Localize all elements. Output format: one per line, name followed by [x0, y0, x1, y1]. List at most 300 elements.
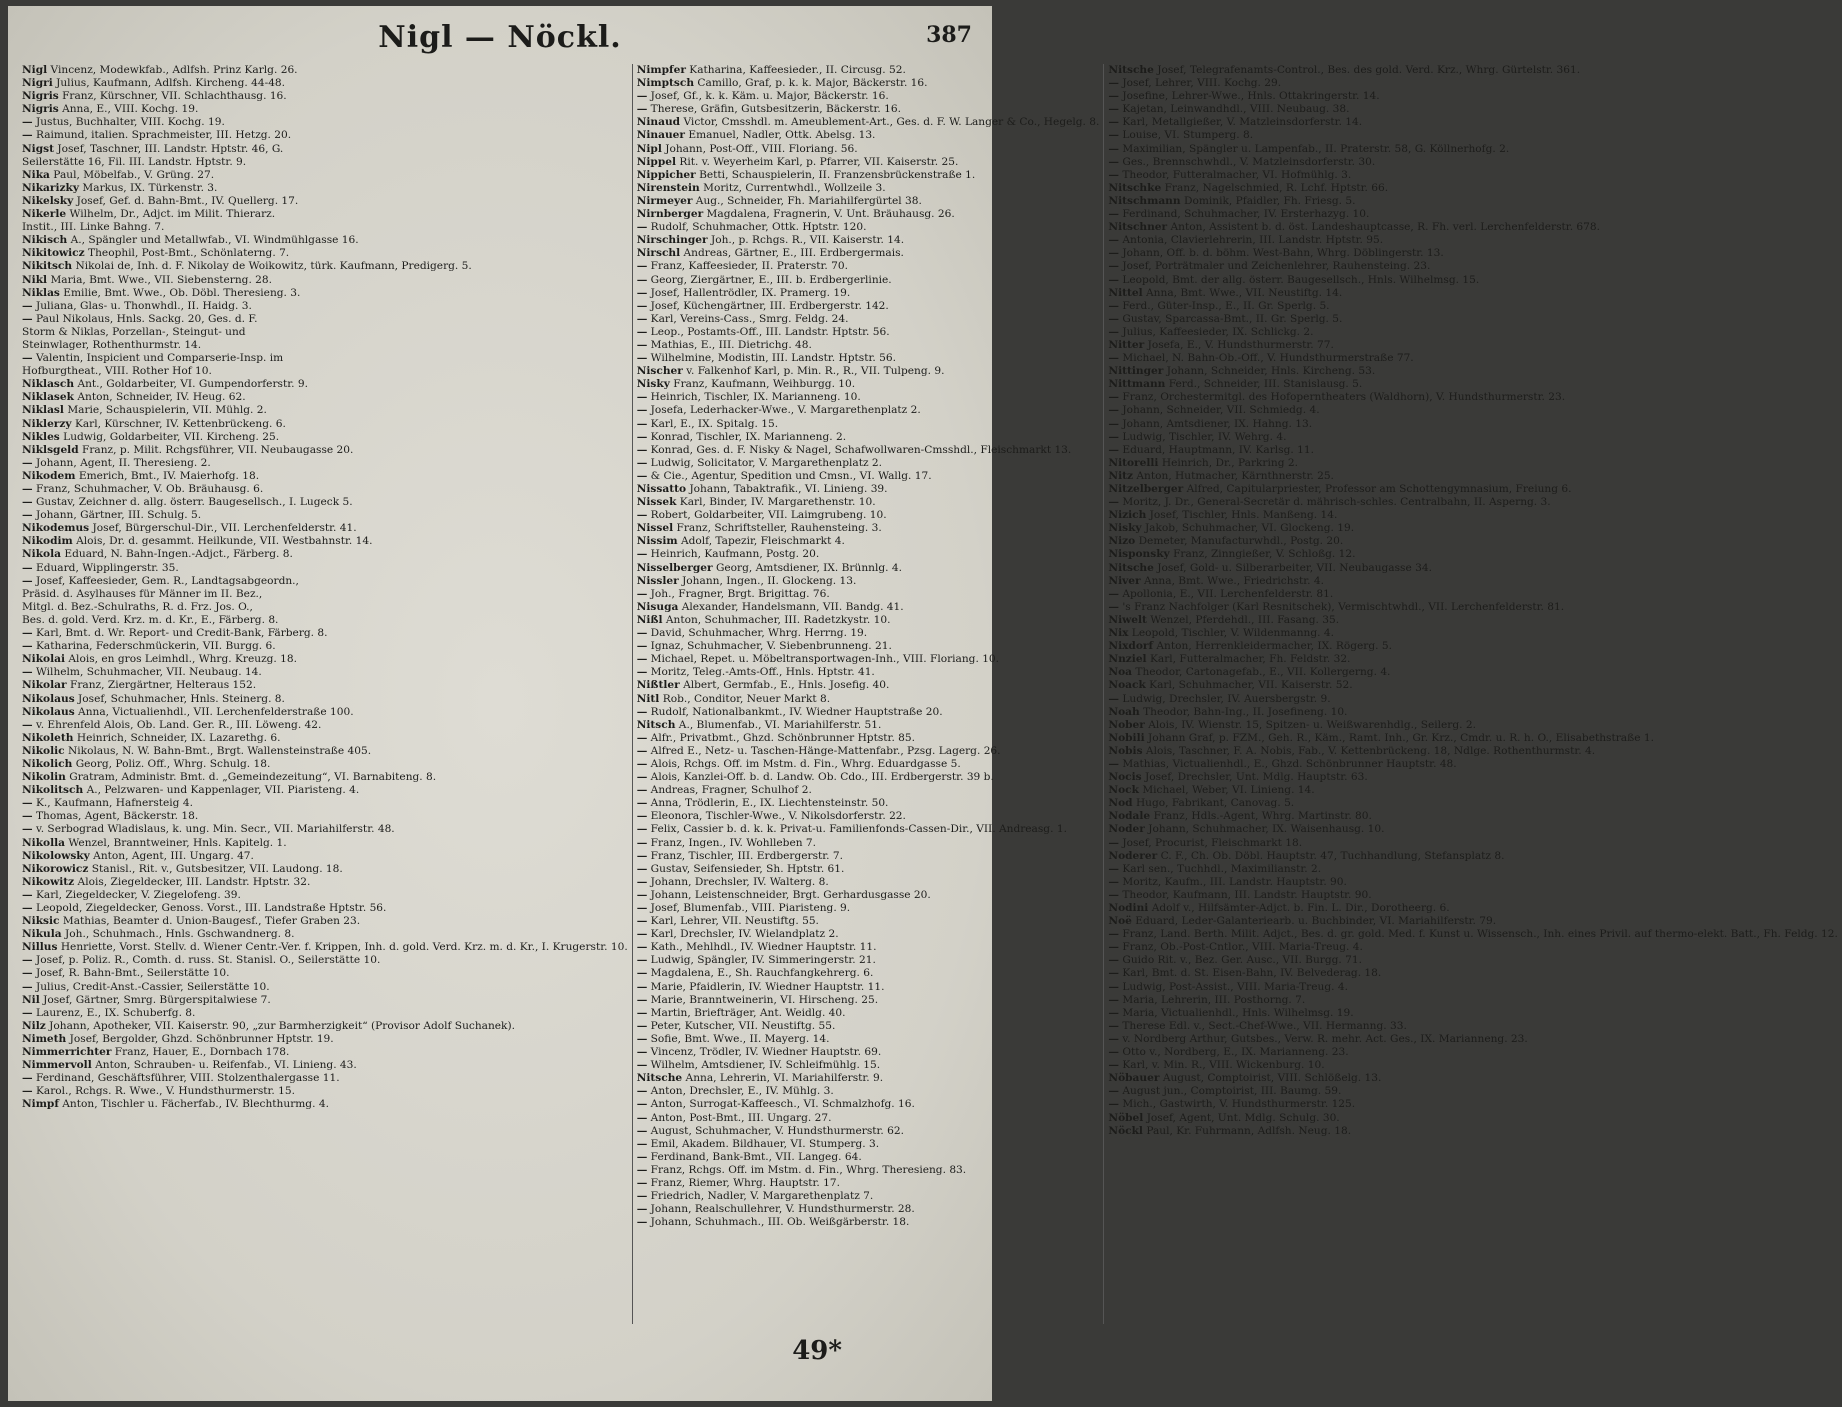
directory-entry: [1108, 967, 1837, 980]
entry-details: August jun., Comptoirist, III. Baumg. 59.: [1122, 1085, 1342, 1098]
entry-details: Markus, IX. Türkenstr. 3.: [82, 181, 218, 194]
directory-entry: [1108, 601, 1837, 614]
entry-details: Wilhelm, Dr., Adjct. im Milit. Thierarz.: [69, 208, 276, 221]
directory-entry: [1108, 1085, 1837, 1098]
entry-details: Gustav, Seifensieder, Sh. Hptstr. 61.: [650, 862, 845, 875]
directory-entry: [637, 693, 1100, 706]
entry-surname: —: [1108, 993, 1119, 1006]
directory-entry: [637, 706, 1100, 719]
entry-details: Eleonora, Tischler-Wwe., V. Nikolsdorferstr. 22.: [650, 810, 906, 823]
directory-page: [8, 6, 1838, 1401]
directory-entry: [637, 431, 1100, 444]
entry-surname: Nober: [1108, 718, 1145, 731]
entry-details: Theodor, Kaufmann, III. Landstr. Hauptstr. 90.: [1122, 888, 1372, 901]
directory-entry: [22, 837, 628, 850]
directory-entry: [22, 954, 628, 967]
directory-entry: [22, 365, 628, 378]
entry-details: Franz, Ziergärtner, Helteraus 152.: [69, 679, 257, 692]
entry-details: Josef, Hallentrödler, IX. Pramerg. 19.: [650, 286, 851, 299]
directory-entry: [22, 1059, 628, 1072]
entry-surname: Nisky: [636, 378, 670, 391]
entry-details: Otto v., Nordberg, E., IX. Marianneng. 23.: [1122, 1046, 1349, 1059]
directory-entry: [1108, 64, 1837, 77]
directory-entry: [22, 771, 628, 784]
entry-surname: Nil: [22, 993, 40, 1006]
directory-entry: [637, 732, 1100, 745]
directory-entry: [22, 640, 628, 653]
directory-entry: [637, 1190, 1100, 1203]
entry-details: Anton, Tischler u. Fächerfab., IV. Blechthurmg. 4.: [62, 1098, 329, 1111]
entry-surname: —: [1108, 168, 1119, 181]
entry-surname: Nigst: [22, 142, 54, 155]
entry-details: Mathias, Beamter d. Union-Baugesf., Tiefer Graben 23.: [62, 915, 361, 928]
entry-details: Georg, Poliz. Off., Whrg. Schulg. 18.: [75, 757, 271, 770]
directory-entry: [1108, 797, 1837, 810]
entry-surname: Nirschinger: [636, 234, 708, 247]
entry-surname: —: [22, 718, 33, 731]
entry-details: Karl, Metallgießer, V. Matzleinsdorferstr. 14.: [1122, 116, 1363, 129]
entry-details: Alois, Kanzlei-Off. b. d. Landw. Ob. Cdo., III. Erdbergerstr. 39 b.: [650, 771, 994, 784]
directory-entry: [637, 129, 1100, 142]
entry-details: Wenzel, Branntweiner, Hnls. Kapitelg. 1.: [68, 836, 287, 849]
entry-surname: —: [1108, 247, 1119, 260]
entry-details: Hugo, Fabrikant, Canovag. 5.: [1135, 797, 1295, 810]
entry-details: Franz, Hauer, E., Dornbach 178.: [114, 1046, 290, 1059]
entry-details: Josef, Drechsler, Unt. Mdlg. Hauptstr. 63.: [1144, 771, 1368, 784]
entry-surname: —: [636, 286, 648, 299]
directory-entry: [22, 758, 628, 771]
directory-entry: [22, 706, 628, 719]
entry-details: Josef, R. Bahn-Bmt., Seilerstätte 10.: [35, 967, 230, 980]
entry-surname: —: [22, 627, 33, 640]
entry-surname: Niwelt: [1108, 613, 1147, 626]
entry-details: Anna, Bmt. Wwe., VII. Neustiftg. 14.: [1146, 286, 1343, 299]
entry-details: Mathias, E., III. Dietrichg. 48.: [650, 338, 812, 351]
entry-details: Michael, Repet. u. Möbeltransportwagen-Inh., VIII. Floriang. 10.: [650, 653, 1000, 666]
directory-entry: [1108, 653, 1837, 666]
entry-details: Anna, Victualienhdl., VII. Lerchenfelderstraße 100.: [78, 705, 354, 718]
entry-details: Karl, Drechsler, IV. Wielandplatz 2.: [650, 928, 839, 941]
entry-surname: Nillus: [22, 941, 58, 954]
directory-entry: [1108, 483, 1837, 496]
entry-details: Georg, Ziergärtner, E., III. b. Erdbergerlinie.: [650, 273, 892, 286]
entry-details: Justus, Buchhalter, VIII. Kochg. 19.: [35, 116, 225, 129]
directory-entry: [22, 1033, 628, 1046]
directory-entry: [22, 1098, 628, 1111]
directory-entry: [1108, 954, 1837, 967]
directory-entry: [1108, 562, 1837, 575]
entry-details: Eduard, Wipplingerstr. 35.: [35, 561, 179, 574]
entry-surname: —: [636, 653, 648, 666]
directory-entry: [22, 418, 628, 431]
entry-details: & Cie., Agentur, Spedition und Cmsn., VI. Wallg. 17.: [650, 469, 932, 482]
entry-details: Josef, Porträtmaler und Zeichenlehrer, Rauhensteing. 23.: [1122, 260, 1431, 273]
entry-surname: Niver: [1108, 574, 1141, 587]
entry-details: Kajetan, Leinwandhdl., VIII. Neubaug. 38.: [1122, 103, 1350, 116]
directory-entry: [1108, 548, 1837, 561]
entry-details: Apollonia, E., VII. Lerchenfelderstr. 81.: [1122, 587, 1334, 600]
entry-surname: Nippicher: [636, 168, 696, 181]
column-right: [1103, 64, 1841, 1324]
entry-details: Maria, Lehrerin, III. Posthorng. 7.: [1122, 993, 1306, 1006]
directory-entry: [637, 967, 1100, 980]
entry-surname: Nitsche: [636, 1072, 683, 1085]
entry-details: Franz, Riemer, Whrg. Hauptstr. 17.: [650, 1176, 841, 1189]
entry-surname: —: [22, 666, 33, 679]
entry-details: Alois, en gros Leimhdl., Whrg. Kreuzg. 18.: [68, 653, 298, 666]
entry-surname: —: [636, 338, 648, 351]
entry-details: A., Blumenfab., VI. Mariahilferstr. 51.: [678, 718, 882, 731]
entry-details: Josef, Küchengärtner, III. Erdbergerstr. 142.: [650, 299, 889, 312]
directory-entry: [637, 1203, 1100, 1216]
entry-details: Johann, Tabaktrafik., VI. Linieng. 39.: [689, 483, 888, 495]
entry-surname: Nitl: [636, 692, 660, 705]
directory-entry: [637, 116, 1100, 129]
entry-details: Josef, Gef. d. Bahn-Bmt., IV. Quellerg. 17.: [76, 194, 299, 207]
entry-surname: Nikoleth: [22, 731, 74, 744]
entry-surname: Nikodem: [22, 469, 76, 482]
entry-details: Karl, Bmt. d. Wr. Report- und Credit-Bank, Färberg. 8.: [35, 627, 328, 640]
directory-entry: [637, 260, 1100, 273]
directory-entry: [637, 326, 1100, 339]
directory-entry: [1108, 1072, 1837, 1085]
entry-surname: —: [636, 888, 648, 901]
entry-details: Josef, Tischler, Hnls. Manßeng. 14.: [1149, 509, 1338, 522]
entry-surname: —: [636, 1046, 648, 1059]
entry-details: Johann, Post-Off., VIII. Floriang. 56.: [665, 142, 858, 155]
entry-surname: —: [1108, 90, 1119, 103]
entry-surname: Nöbauer: [1108, 1072, 1160, 1085]
entry-surname: Niklerzy: [22, 417, 72, 430]
entry-surname: —: [22, 561, 33, 574]
entry-details: Anton, Drechsler, E., IV. Mühlg. 3.: [650, 1085, 834, 1098]
directory-entry: [22, 77, 628, 90]
directory-entry: [637, 208, 1100, 221]
entry-surname: —: [1108, 1046, 1119, 1059]
directory-entry: [1108, 850, 1837, 863]
entry-details: Michael, N. Bahn-Ob.-Off., V. Hundsthurmerstraße 77.: [1122, 352, 1414, 365]
directory-entry: [22, 195, 628, 208]
entry-details: 's Franz Nachfolger (Karl Resnitschek), Vermischtwhdl., VII. Lerchenfelderstr. 81.: [1122, 600, 1565, 613]
entry-surname: —: [636, 666, 648, 679]
entry-surname: —: [22, 1072, 33, 1085]
entry-surname: —: [636, 587, 648, 600]
entry-surname: —: [1108, 1019, 1119, 1032]
directory-entry: [1108, 247, 1837, 260]
directory-entry: [1108, 234, 1837, 247]
entry-surname: —: [636, 430, 648, 443]
entry-details: Johann, Gärtner, III. Schulg. 5.: [35, 509, 202, 522]
directory-entry: [637, 1085, 1100, 1098]
entry-details: Alois, IV. Wienstr. 15, Spitzen- u. Weißwarenhdlg., Seilerg. 2.: [1148, 718, 1476, 731]
directory-entry: [22, 64, 628, 77]
entry-details: Emanuel, Nadler, Ottk. Abelsg. 13.: [688, 129, 876, 142]
directory-entry: [1108, 1112, 1837, 1125]
directory-entry: [22, 1046, 628, 1059]
directory-entry: [637, 535, 1100, 548]
entry-surname: Ninauer: [636, 129, 686, 142]
entry-surname: Nikodim: [22, 535, 73, 548]
entry-surname: —: [636, 1124, 648, 1137]
entry-details: Andreas, Fragner, Schulhof 2.: [650, 784, 812, 797]
entry-details: Heinrich, Schneider, IX. Lazarethg. 6.: [76, 731, 281, 744]
directory-entry: [637, 378, 1100, 391]
entry-details: Karl, Lehrer, VII. Neustiftg. 55.: [650, 915, 819, 928]
entry-details: Peter, Kutscher, VII. Neustiftg. 55.: [650, 1019, 836, 1032]
entry-details: Seilerstätte 16, Fil. III. Landstr. Hptstr. 9.: [22, 155, 247, 168]
entry-surname: —: [22, 312, 33, 325]
directory-entry: [1108, 771, 1837, 784]
entry-details: Alexander, Handelsmann, VII. Bandg. 41.: [681, 600, 904, 613]
entry-details: Josef, Gold- u. Silberarbeiter, VII. Neubaugasse 34.: [1157, 561, 1432, 574]
entry-details: Adolf v., Hilfsämter-Adjct. b. Fin. L. Dir., Dorotheerg. 6.: [1151, 902, 1450, 914]
entry-details: Martin, Briefträger, Ant. Weidlg. 40.: [650, 1006, 846, 1019]
directory-entry: [22, 378, 628, 391]
entry-surname: —: [1108, 1006, 1119, 1019]
directory-entry: [22, 313, 628, 326]
entry-details: Anna, Trödlerin, E., IX. Liechtensteinstr. 50.: [650, 797, 889, 810]
entry-details: Karol., Rchgs. R. Wwe., V. Hundsthurmerstr. 15.: [35, 1085, 296, 1098]
directory-entry: [22, 823, 628, 836]
directory-entry: [1108, 941, 1837, 954]
directory-entry: [22, 457, 628, 470]
directory-entry: [1108, 378, 1837, 391]
entry-details: Anton, Post-Bmt., III. Ungarg. 27.: [650, 1111, 832, 1124]
entry-surname: —: [636, 980, 648, 993]
directory-entry: [637, 588, 1100, 601]
entry-details: Ferd., Güter-Insp., E., II. Gr. Sperlg. 5.: [1122, 299, 1330, 312]
entry-details: Aug., Schneider, Fh. Mariahilfergürtel 38.: [695, 194, 922, 207]
entry-surname: Nikolowsky: [22, 849, 90, 862]
directory-entry: [1108, 143, 1837, 156]
entry-surname: —: [1108, 443, 1119, 456]
entry-details: Jakob, Schuhmacher, VI. Glockeng. 19.: [1144, 522, 1355, 535]
directory-entry: [22, 522, 628, 535]
entry-details: Ludwig, Goldarbeiter, VII. Kircheng. 25.: [63, 430, 280, 443]
entry-surname: —: [22, 888, 33, 901]
entry-details: Franz, Land. Berth. Milit. Adjct., Bes. d. gr. gold. Med. f. Kunst u. Wissensch., Inh. eines Privil. auf thermo-elekt. Batt., Fh. Feldg. 12.: [1122, 928, 1838, 941]
entry-details: Wenzel, Pferdehdl., III. Fasang. 35.: [1150, 613, 1340, 626]
entry-surname: —: [636, 391, 648, 404]
entry-surname: —: [22, 129, 33, 142]
entry-surname: Nix: [1108, 627, 1129, 640]
entry-details: Moritz, Kaufm., III. Landstr. Hauptstr. 90.: [1122, 875, 1347, 888]
entry-surname: —: [636, 90, 648, 103]
entry-details: Ges., Brennschwhdl., V. Matzleinsdorferstr. 30.: [1122, 155, 1376, 168]
entry-details: Victor, Cmsshdl. m. Ameublement-Art., Ges. d. F. W. Langer & Co., Hegelg. 8.: [683, 116, 1100, 129]
directory-entry: [1108, 418, 1837, 431]
entry-surname: Nikarizky: [22, 181, 80, 194]
entry-surname: —: [1108, 600, 1119, 613]
directory-entry: [1108, 156, 1837, 169]
entry-details: Ferdinand, Schuhmacher, IV. Ersterhazyg. 10.: [1122, 208, 1370, 221]
entry-surname: Nikolla: [22, 836, 66, 849]
entry-details: Heinrich, Kaufmann, Postg. 20.: [650, 548, 820, 561]
directory-entry: [637, 1164, 1100, 1177]
directory-entry: [637, 823, 1100, 836]
column-left: [18, 64, 632, 1324]
entry-surname: —: [1108, 417, 1119, 430]
entry-details: A., Spängler und Metallwfab., VI. Windmühlgasse 16.: [70, 234, 359, 247]
entry-surname: —: [1108, 980, 1119, 993]
directory-entry: [22, 143, 628, 156]
entry-surname: Nnziel: [1108, 653, 1147, 666]
entry-surname: —: [636, 902, 648, 914]
directory-entry: [1108, 208, 1837, 221]
directory-entry: [1108, 287, 1837, 300]
entry-surname: Niklas: [22, 286, 60, 299]
directory-entry: [637, 339, 1100, 352]
entry-details: Theodor, Bahn-Ing., II. Josefineng. 10.: [1143, 705, 1348, 718]
entry-details: Ludwig, Spängler, IV. Simmeringerstr. 21.: [650, 954, 876, 967]
entry-details: Alfred E., Netz- u. Taschen-Hänge-Mattenfabr., Pzsg. Lagerg. 26.: [650, 744, 1001, 757]
directory-entry: [637, 889, 1100, 902]
entry-surname: —: [22, 980, 33, 993]
entry-surname: Nisponsky: [1108, 548, 1170, 561]
entry-surname: —: [636, 640, 648, 653]
directory-entry: [637, 1125, 1100, 1138]
entry-surname: —: [1108, 587, 1119, 600]
entry-details: Moritz, J. Dr., General-Secretär d. mährisch-schles. Centralbahn, II. Asperng. 3.: [1122, 496, 1551, 509]
entry-surname: Nirnberger: [636, 208, 704, 221]
entry-surname: Nika: [22, 168, 50, 181]
entry-details: Franz, Ob.-Post-Cntlor., VIII. Maria-Treug. 4.: [1122, 941, 1363, 954]
entry-details: Anton, Assistent b. d. öst. Landeshauptcasse, R. Fh. verl. Lerchenfelderstr. 678.: [1170, 221, 1601, 234]
directory-entry: [637, 169, 1100, 182]
entry-surname: Nitz: [1108, 469, 1134, 482]
entry-surname: —: [636, 993, 648, 1006]
entry-details: Ferdinand, Geschäftsführer, VIII. Stolzenthalergasse 11.: [35, 1072, 340, 1085]
entry-surname: —: [636, 221, 648, 234]
entry-surname: Nigris: [22, 103, 59, 116]
directory-entry: [637, 653, 1100, 666]
entry-details: Raimund, italien. Sprachmeister, III. Hetzg. 20.: [35, 129, 292, 142]
entry-surname: —: [1108, 208, 1119, 221]
entry-details: Gustav, Zeichner d. allg. österr. Baugesellsch., I. Lugeck 5.: [35, 496, 353, 509]
entry-surname: —: [636, 1085, 648, 1098]
entry-surname: Nizo: [1108, 535, 1136, 548]
entry-details: Therese Edl. v., Sect.-Chef-Wwe., VII. Hermanng. 33.: [1122, 1019, 1407, 1032]
directory-entry: [637, 391, 1100, 404]
directory-entry: [637, 313, 1100, 326]
directory-entry: [637, 234, 1100, 247]
entry-details: Johann, Off. b. d. böhm. West-Bahn, Whrg. Döblingerstr. 13.: [1122, 247, 1444, 260]
entry-details: Rudolf, Schuhmacher, Ottk. Hptstr. 120.: [650, 221, 867, 234]
entry-details: Therese, Gräfin, Gutsbesitzerin, Bäckerstr. 16.: [650, 103, 902, 116]
entry-details: Johann, Leistenschneider, Brgt. Gerhardusgasse 20.: [650, 888, 931, 901]
entry-details: Karl, Bmt. d. St. Eisen-Bahn, IV. Belvederag. 18.: [1122, 967, 1382, 980]
entry-surname: Niklasch: [22, 378, 75, 391]
entry-details: Mathias, Victualienhdl., E., Ghzd. Schönbrunner Hauptstr. 48.: [1122, 757, 1457, 770]
entry-surname: —: [1108, 836, 1119, 849]
entry-surname: Nimpfer: [636, 64, 686, 76]
directory-entry: [637, 837, 1100, 850]
entry-surname: Nikolaus: [22, 692, 75, 705]
directory-entry: [637, 457, 1100, 470]
entry-surname: —: [636, 1203, 648, 1216]
directory-entry: [22, 732, 628, 745]
directory-entry: [22, 208, 628, 221]
directory-entry: [22, 234, 628, 247]
directory-entry: [22, 1020, 628, 1033]
directory-entry: [637, 195, 1100, 208]
entry-surname: —: [636, 1190, 648, 1203]
entry-details: Joh., Fragner, Brgt. Brigittag. 76.: [650, 587, 830, 600]
entry-details: Anton, Surrogat-Kaffeesch., VI. Schmalzhofg. 16.: [650, 1098, 915, 1111]
entry-details: Eduard, Leder-Galanteriearb. u. Buchbinder, VI. Mariahilferstr. 79.: [1135, 915, 1497, 928]
entry-surname: Nixdorf: [1108, 640, 1154, 653]
directory-entry: [1108, 1007, 1837, 1020]
entry-surname: Noë: [1108, 915, 1132, 928]
entry-surname: —: [636, 1176, 648, 1189]
entry-details: Ferdinand, Bank-Bmt., VII. Langeg. 64.: [650, 1150, 862, 1163]
directory-entry: [22, 169, 628, 182]
entry-details: Friedrich, Nadler, V. Margarethenplatz 7.: [650, 1190, 874, 1203]
directory-entry: [22, 352, 628, 365]
entry-details: Franz, Schriftsteller, Rauhensteing. 3.: [676, 522, 882, 535]
directory-entry: [1108, 745, 1837, 758]
entry-details: Konrad, Tischler, IX. Marianneng. 2.: [650, 430, 847, 443]
directory-entry: [637, 352, 1100, 365]
directory-entry: [22, 863, 628, 876]
directory-entry: [22, 614, 628, 627]
entry-details: Heinrich, Dr., Parkring 2.: [1161, 456, 1298, 469]
entry-surname: —: [22, 902, 33, 914]
directory-entry: [1108, 666, 1837, 679]
entry-surname: Nitsch: [636, 718, 676, 731]
entry-surname: Noack: [1108, 679, 1146, 692]
entry-surname: Nikitsch: [22, 260, 73, 273]
entry-details: Anton, Schuhmacher, III. Radetzkystr. 10.: [665, 613, 891, 626]
directory-entry: [637, 876, 1100, 889]
entry-details: Josef, Agent, Unt. Mdlg. Schulg. 30.: [1146, 1111, 1340, 1124]
directory-entry: [637, 902, 1100, 915]
entry-surname: —: [22, 509, 33, 522]
entry-details: Leop., Postamts-Off., III. Landstr. Hptstr. 56.: [650, 325, 890, 338]
entry-details: Paul, Möbelfab., V. Grüng. 27.: [53, 168, 215, 181]
entry-details: A., Pelzwaren- und Kappenlager, VII. Piaristeng. 4.: [86, 784, 360, 797]
entry-surname: Nikitowicz: [22, 247, 85, 260]
entry-surname: —: [636, 915, 648, 928]
entry-details: Gratram, Administr. Bmt. d. „Gemeindezeitung“, VI. Barnabiteng. 8.: [69, 771, 437, 784]
entry-details: Nikolaus, N. W. Bahn-Bmt., Brgt. Wallensteinstraße 405.: [68, 744, 372, 757]
entry-surname: Noa: [1108, 666, 1133, 679]
entry-surname: —: [636, 705, 648, 718]
directory-entry: [637, 614, 1100, 627]
entry-surname: —: [1108, 299, 1119, 312]
entry-details: Laurenz, E., IX. Schuberfg. 8.: [35, 1006, 196, 1019]
directory-entry: [22, 562, 628, 575]
entry-details: Maximilian, Spängler u. Lampenfab., II. Praterstr. 58, G. Köllnerhofg. 2.: [1122, 142, 1510, 155]
entry-surname: —: [636, 928, 648, 941]
directory-entry: [22, 274, 628, 287]
entry-surname: —: [636, 1098, 648, 1111]
directory-entry: [1108, 326, 1837, 339]
directory-entry: [1108, 732, 1837, 745]
entry-surname: Nikolai: [22, 653, 66, 666]
entry-surname: Nikolaus: [22, 705, 75, 718]
directory-entry: [637, 1216, 1100, 1229]
entry-surname: —: [636, 954, 648, 967]
entry-details: Emerich, Bmt., IV. Maierhofg. 18.: [78, 469, 260, 482]
entry-details: Steinwlager, Rothenthurmstr. 14.: [22, 338, 202, 351]
entry-details: Ant., Goldarbeiter, VI. Gumpendorferstr. 9.: [77, 378, 308, 391]
directory-entry: [22, 483, 628, 496]
directory-entry: [637, 1059, 1100, 1072]
entry-details: Johann, Drechsler, IV. Walterg. 8.: [650, 875, 829, 888]
entry-surname: —: [636, 771, 648, 784]
entry-details: Josef, Taschner, III. Landstr. Hptstr. 46, G.: [57, 142, 284, 155]
